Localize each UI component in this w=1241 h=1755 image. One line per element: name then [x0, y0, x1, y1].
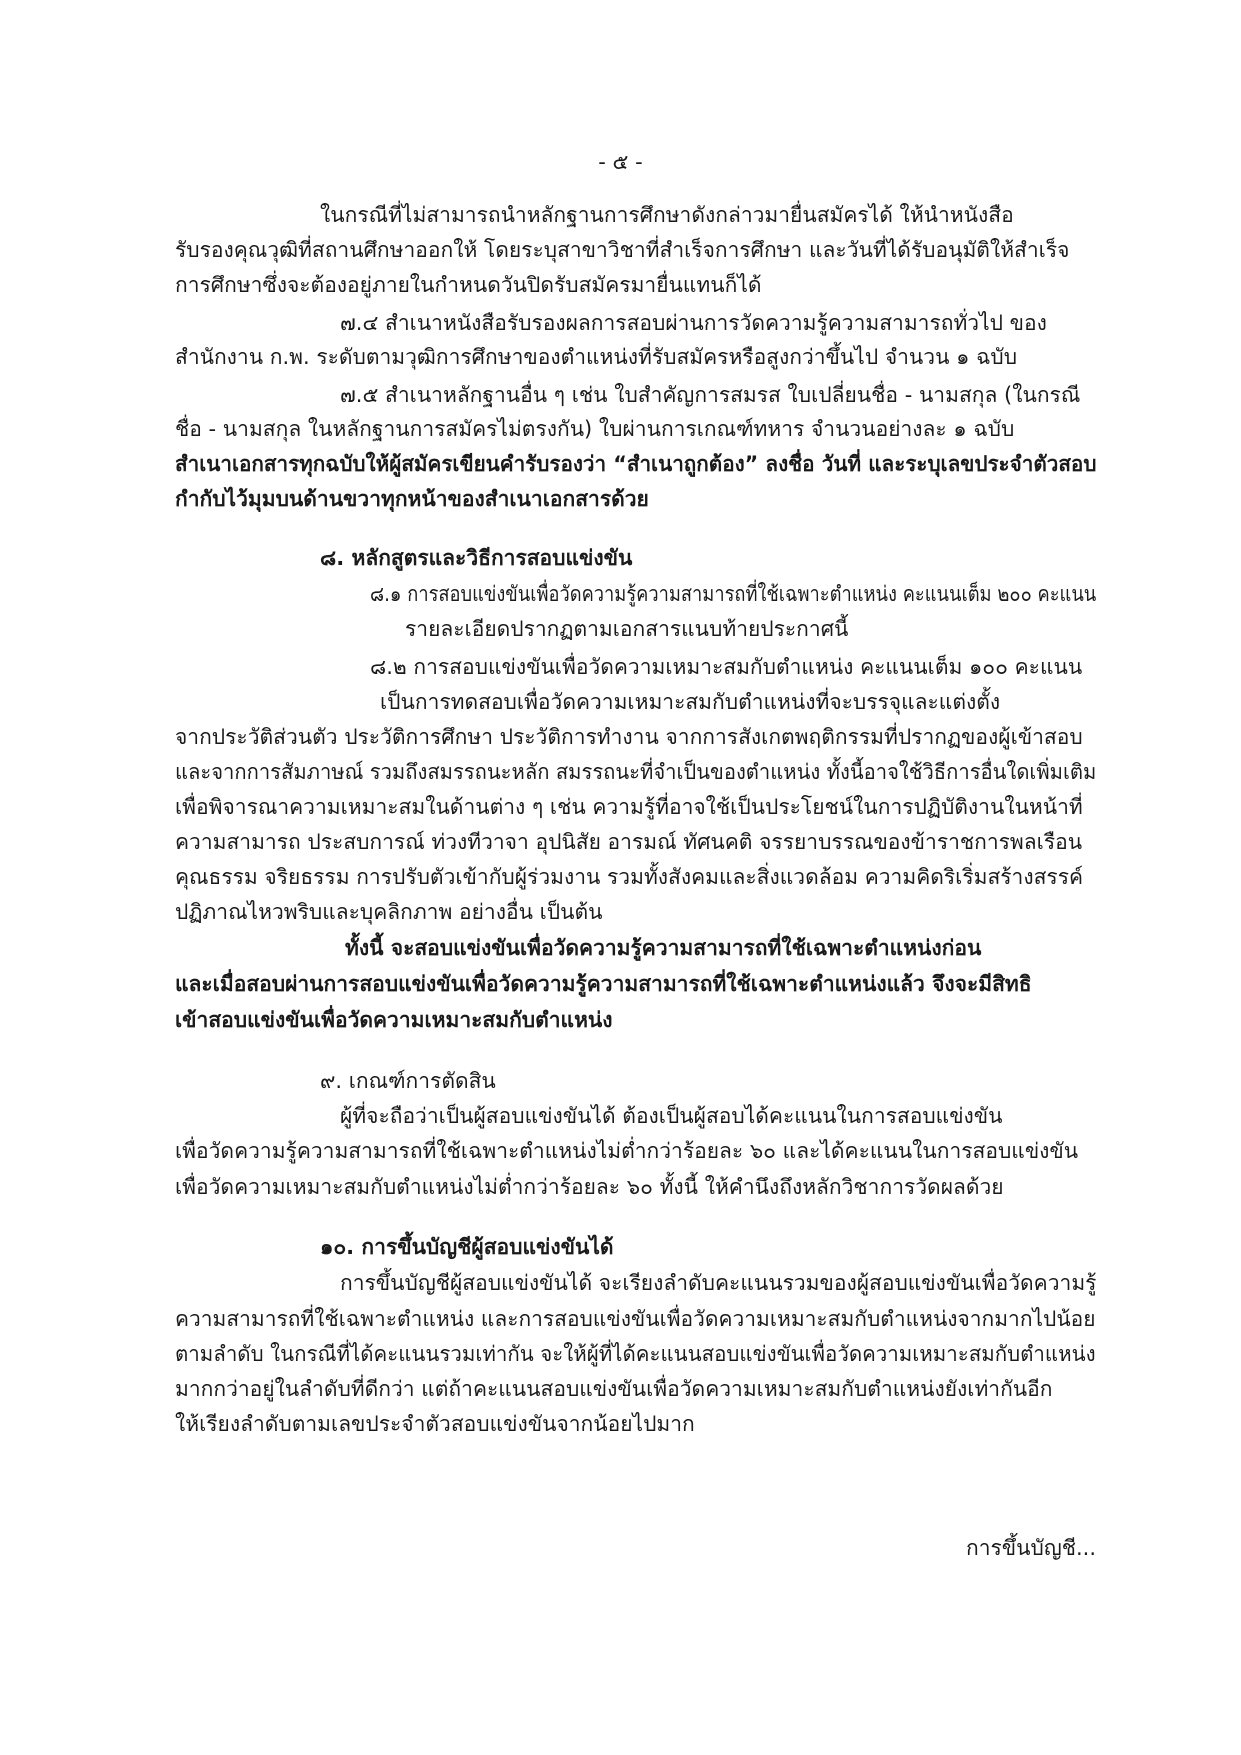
text-line: มากกว่าอยู่ในลำดับที่ดีกว่า แต่ถ้าคะแนนสอบแข่งขันเพื่อวัดความเหมาะสมกับตำแหน่งยังเท่ากันอีก	[175, 1377, 1053, 1401]
text-line: ปฏิภาณไหวพริบและบุคลิกภาพ อย่างอื่น เป็นต้น	[175, 900, 603, 924]
text-line: เป็นการทดสอบเพื่อวัดความเหมาะสมกับตำแหน่งที่จะบรรจุและแต่งตั้ง	[380, 690, 1001, 714]
text-line: สำนักงาน ก.พ. ระดับตามวุฒิการศึกษาของตำแหน่งที่รับสมัครหรือสูงกว่าขึ้นไป จำนวน ๑ ฉบับ	[175, 345, 1018, 369]
text-line: รับรองคุณวุฒิที่สถานศึกษาออกให้ โดยระบุสาขาวิชาที่สำเร็จการศึกษา และวันที่ได้รับอนุมัติให้สำเร็จ	[175, 238, 1070, 262]
page-number: - ๕ -	[598, 150, 643, 174]
text-line: สำเนาเอกสารทุกฉบับให้ผู้สมัครเขียนคำรับรองว่า “สำเนาถูกต้อง” ลงชื่อ วันที่ และระบุเลขประจำตัวสอบ	[175, 452, 1097, 476]
text-line: การศึกษาซึ่งจะต้องอยู่ภายในกำหนดวันปิดรับสมัครมายื่นแทนก็ได้	[175, 273, 762, 297]
text-line: เพื่อวัดความรู้ความสามารถที่ใช้เฉพาะตำแหน่งไม่ต่ำกว่าร้อยละ ๖๐ และได้คะแนนในการสอบแข่งขัน	[175, 1139, 1079, 1163]
text-line: ความสามารถที่ใช้เฉพาะตำแหน่ง และการสอบแข่งขันเพื่อวัดความเหมาะสมกับตำแหน่งจากมากไปน้อย	[175, 1307, 1096, 1331]
text-line: ให้เรียงลำดับตามเลขประจำตัวสอบแข่งขันจากน้อยไปมาก	[175, 1412, 695, 1436]
text-line: ชื่อ - นามสกุล ในหลักฐานการสมัครไม่ตรงกัน) ใบผ่านการเกณฑ์ทหาร จำนวนอย่างละ ๑ ฉบับ	[175, 417, 1015, 441]
section-heading: ๑๐. การขึ้นบัญชีผู้สอบแข่งขันได้	[320, 1235, 614, 1259]
section-heading: ๙. เกณฑ์การตัดสิน	[320, 1069, 496, 1093]
text-line: รายละเอียดปรากฏตามเอกสารแนบท้ายประกาศนี้	[405, 617, 849, 641]
text-line: จากประวัติส่วนตัว ประวัติการศึกษา ประวัติการทำงาน จากการสังเกตพฤติกรรมที่ปรากฏของผู้เข้าสอบ	[175, 725, 1083, 749]
section-heading: ๘. หลักสูตรและวิธีการสอบแข่งขัน	[320, 546, 633, 570]
continuation-text: การขึ้นบัญชี...	[966, 1536, 1096, 1560]
text-line: ผู้ที่จะถือว่าเป็นผู้สอบแข่งขันได้ ต้องเป็นผู้สอบได้คะแนนในการสอบแข่งขัน	[340, 1104, 1003, 1128]
text-line: การขึ้นบัญชีผู้สอบแข่งขันได้ จะเรียงลำดับคะแนนรวมของผู้สอบแข่งขันเพื่อวัดความรู้	[340, 1271, 1097, 1295]
text-line: ความสามารถ ประสบการณ์ ท่วงทีวาจา อุปนิสัย อารมณ์ ทัศนคติ จรรยาบรรณของข้าราชการพลเรือน	[175, 830, 1083, 854]
text-line: ในกรณีที่ไม่สามารถนำหลักฐานการศึกษาดังกล่าวมายื่นสมัครได้ ให้นำหนังสือ	[320, 203, 1014, 227]
text-line: กำกับไว้มุมบนด้านขวาทุกหน้าของสำเนาเอกสารด้วย	[175, 487, 649, 511]
text-line: ทั้งนี้ จะสอบแข่งขันเพื่อวัดความรู้ความสามารถที่ใช้เฉพาะตำแหน่งก่อน	[345, 936, 982, 960]
text-line: ๘.๑ การสอบแข่งขันเพื่อวัดความรู้ความสามารถที่ใช้เฉพาะตำแหน่ง คะแนนเต็ม ๒๐๐ คะแนน	[370, 582, 1097, 606]
text-line: ตามลำดับ ในกรณีที่ได้คะแนนรวมเท่ากัน จะให้ผู้ที่ได้คะแนนสอบแข่งขันเพื่อวัดความเหมาะสมกับตำแหน่ง	[175, 1342, 1096, 1366]
text-line: ๘.๒ การสอบแข่งขันเพื่อวัดความเหมาะสมกับตำแหน่ง คะแนนเต็ม ๑๐๐ คะแนน	[370, 655, 1083, 679]
text-line: ๗.๕ สำเนาหลักฐานอื่น ๆ เช่น ใบสำคัญการสมรส ใบเปลี่ยนชื่อ - นามสกุล (ในกรณี	[340, 383, 1081, 407]
text-line: และเมื่อสอบผ่านการสอบแข่งขันเพื่อวัดความรู้ความสามารถที่ใช้เฉพาะตำแหน่งแล้ว จึงจะมีสิทธิ	[175, 972, 1032, 996]
text-line: ๗.๔ สำเนาหนังสือรับรองผลการสอบผ่านการวัดความรู้ความสามารถทั่วไป ของ	[340, 311, 1047, 335]
text-line: เพื่อพิจารณาความเหมาะสมในด้านต่าง ๆ เช่น ความรู้ที่อาจใช้เป็นประโยชน์ในการปฏิบัติงานในหน้าที่	[175, 795, 1083, 819]
text-line: เพื่อวัดความเหมาะสมกับตำแหน่งไม่ต่ำกว่าร้อยละ ๖๐ ทั้งนี้ ให้คำนึงถึงหลักวิชาการวัดผลด้วย	[175, 1175, 1004, 1199]
text-line: เข้าสอบแข่งขันเพื่อวัดความเหมาะสมกับตำแหน่ง	[175, 1008, 613, 1032]
text-line: คุณธรรม จริยธรรม การปรับตัวเข้ากับผู้ร่วมงาน รวมทั้งสังคมและสิ่งแวดล้อม ความคิดริเริ่มสร้างสรรค์	[175, 865, 1084, 889]
text-line: และจากการสัมภาษณ์ รวมถึงสมรรถนะหลัก สมรรถนะที่จำเป็นของตำแหน่ง ทั้งนี้อาจใช้วิธีการอื่นใดเพิ่มเติม	[175, 760, 1097, 784]
